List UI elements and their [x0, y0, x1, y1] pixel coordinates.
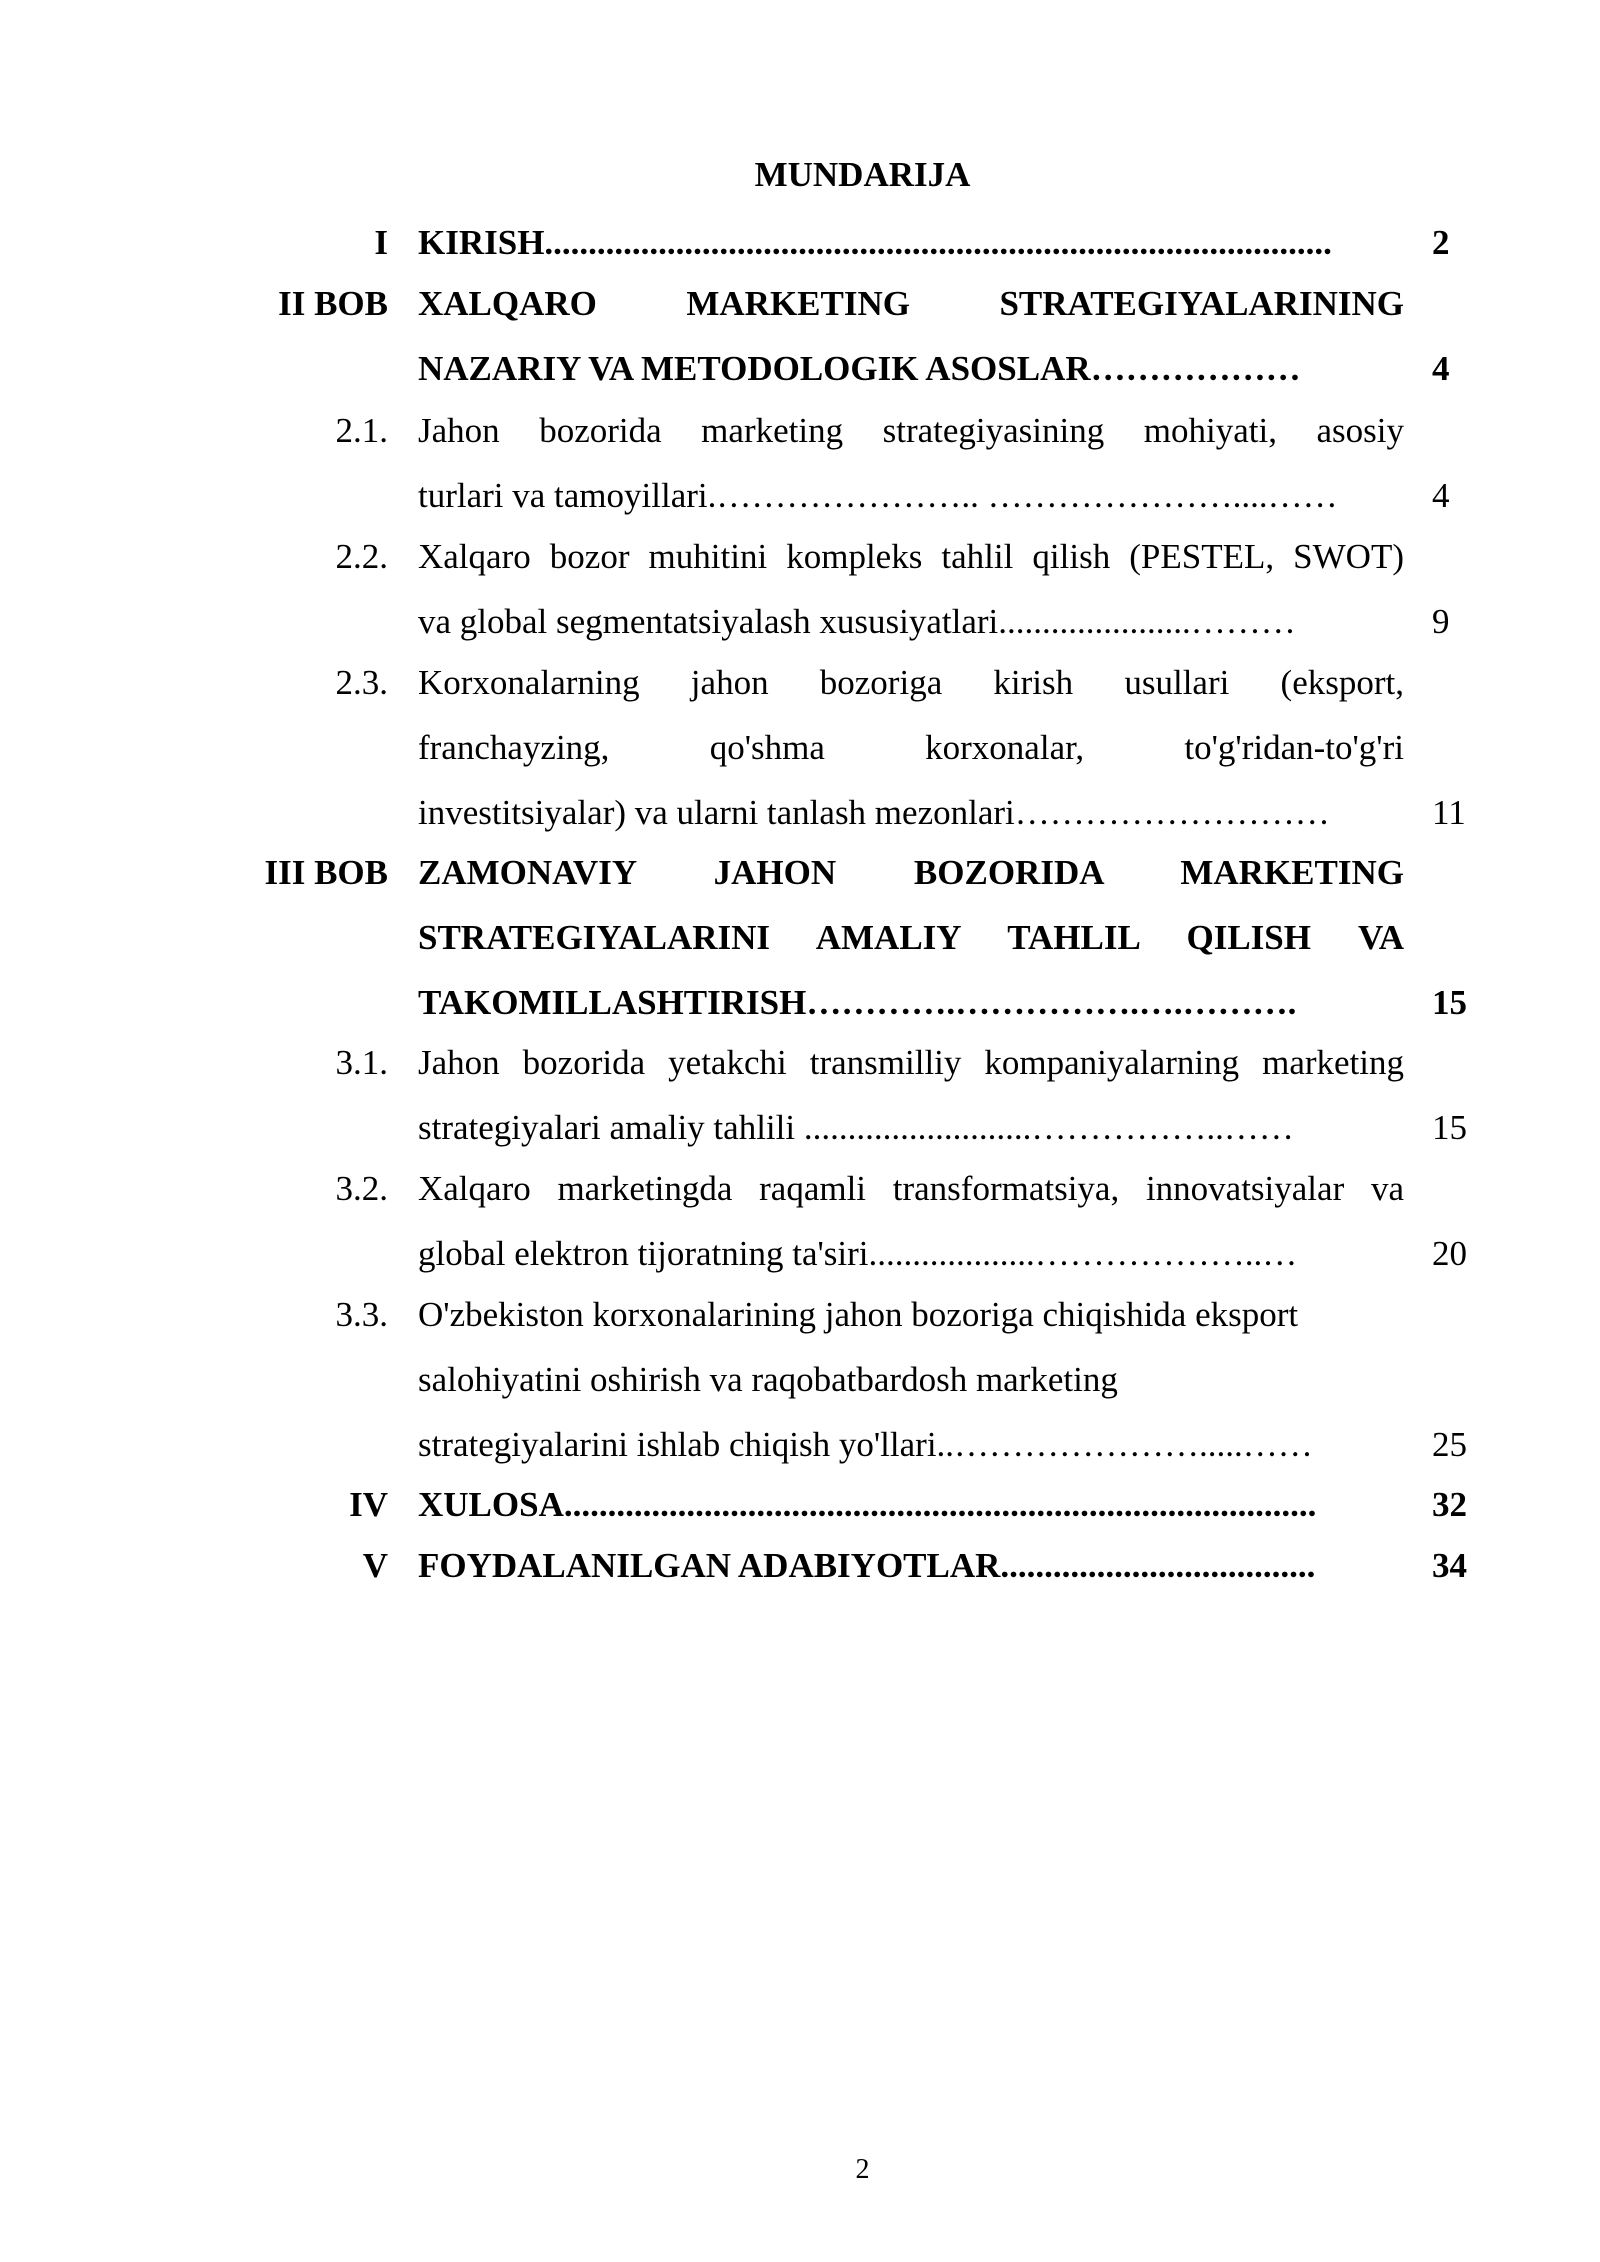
- toc-entry-number: V: [362, 1546, 388, 1585]
- toc-entry-line: Jahon bozorida yetakchi transmilliy kompaniyalarning marketing: [418, 1043, 1404, 1082]
- toc-entry-page: 11: [1432, 793, 1466, 832]
- toc-entry-title: [418, 398, 1404, 528]
- toc-entry-line: TAKOMILLASHTIRISH………….…………….….……….: [418, 983, 1297, 1022]
- toc-entry-line: strategiyalarini ishlab chiqish yo'llari..………………….....……: [418, 1425, 1313, 1464]
- toc-entry-page: 4: [1432, 476, 1450, 515]
- toc-entry-line: strategiyalari amaliy tahlili ..........................……………..……: [418, 1108, 1294, 1147]
- toc-entry-page: 15: [1432, 1108, 1467, 1147]
- toc-entry-line: STRATEGIYALARINI AMALIY TAHLIL QILISH VA: [418, 918, 1404, 957]
- toc-entry-line: XALQARO MARKETING STRATEGIYALARINING: [418, 284, 1404, 323]
- toc-entry-number: 2.1.: [335, 411, 388, 450]
- toc-entry-title: [418, 1156, 1404, 1286]
- toc-entry-title: [418, 1030, 1404, 1160]
- toc-entry-title: [418, 1533, 1404, 1598]
- toc-entry-line: global elektron tijoratning ta'siri...................………………..…: [418, 1234, 1298, 1273]
- toc-entry-page: 34: [1432, 1546, 1467, 1585]
- toc-entry-number: IV: [349, 1485, 388, 1524]
- toc-entry-page: 9: [1432, 602, 1450, 641]
- toc-entry-line: FOYDALANILGAN ADABIYOTLAR....................................: [418, 1546, 1316, 1585]
- toc-entry-line: turlari va tamoyillari.………………….. …………………....……: [418, 476, 1338, 515]
- toc-entry-line: va global segmentatsiyalash xususiyatlari......................………: [418, 602, 1296, 641]
- toc-entry-page: 4: [1432, 349, 1450, 388]
- toc-entry-number: 3.2.: [335, 1169, 388, 1208]
- toc-entry-line: XULOSA......................................................................................: [418, 1485, 1317, 1524]
- toc-entry-number: 3.1.: [335, 1043, 388, 1082]
- toc-entry-number: 2.3.: [335, 663, 388, 702]
- toc-entry-title: [418, 1282, 1404, 1477]
- toc-entry-page: 25: [1432, 1425, 1467, 1464]
- toc-entry-page: 32: [1432, 1485, 1467, 1524]
- toc-entry-number: I: [374, 223, 388, 262]
- toc-entry-line: Jahon bozorida marketing strategiyasining mohiyati, asosiy: [418, 411, 1404, 450]
- toc-entry-line: investitsiyalar) va ularni tanlash mezonlari………………………: [418, 793, 1330, 832]
- toc-entry-number: 2.2.: [335, 537, 388, 576]
- toc-entry-line: KIRISH..........................................................................................: [418, 223, 1332, 262]
- toc-entry-number: II BOB: [278, 284, 388, 323]
- toc-entry-line: O'zbekiston korxonalarining jahon bozoriga chiqishida eksport: [418, 1295, 1299, 1334]
- toc-entry-title: [418, 840, 1404, 1035]
- toc-entry-line: Xalqaro bozor muhitini kompleks tahlil qilish (PESTEL, SWOT): [418, 537, 1404, 576]
- toc-entry-title: [418, 210, 1404, 275]
- toc-entry-title: [418, 650, 1404, 845]
- toc-entry-page: 20: [1432, 1234, 1467, 1273]
- toc-entry-title: [418, 271, 1404, 401]
- toc-entry-title: [418, 524, 1404, 654]
- toc-entry-line: franchayzing, qo'shma korxonalar, to'g'ridan-to'g'ri: [418, 728, 1404, 767]
- toc-entry-number: III BOB: [264, 853, 388, 892]
- toc-entry-line: Korxonalarning jahon bozoriga kirish usullari (eksport,: [418, 663, 1404, 702]
- toc-entry-line: salohiyatini oshirish va raqobatbardosh marketing: [418, 1360, 1118, 1399]
- toc-entry-number: 3.3.: [335, 1295, 388, 1334]
- page-number: 2: [855, 2154, 870, 2185]
- toc-entry-line: NAZARIY VA METODOLOGIK ASOSLAR………………: [418, 349, 1301, 388]
- toc-entry-page: 15: [1432, 983, 1467, 1022]
- toc-entry-page: 2: [1432, 223, 1450, 262]
- toc-entry-line: Xalqaro marketingda raqamli transformatsiya, innovatsiyalar va: [418, 1169, 1404, 1208]
- page-title: MUNDARIJA: [754, 155, 971, 194]
- toc-entry-title: [418, 1472, 1404, 1537]
- toc-entry-line: ZAMONAVIY JAHON BOZORIDA MARKETING: [418, 853, 1404, 892]
